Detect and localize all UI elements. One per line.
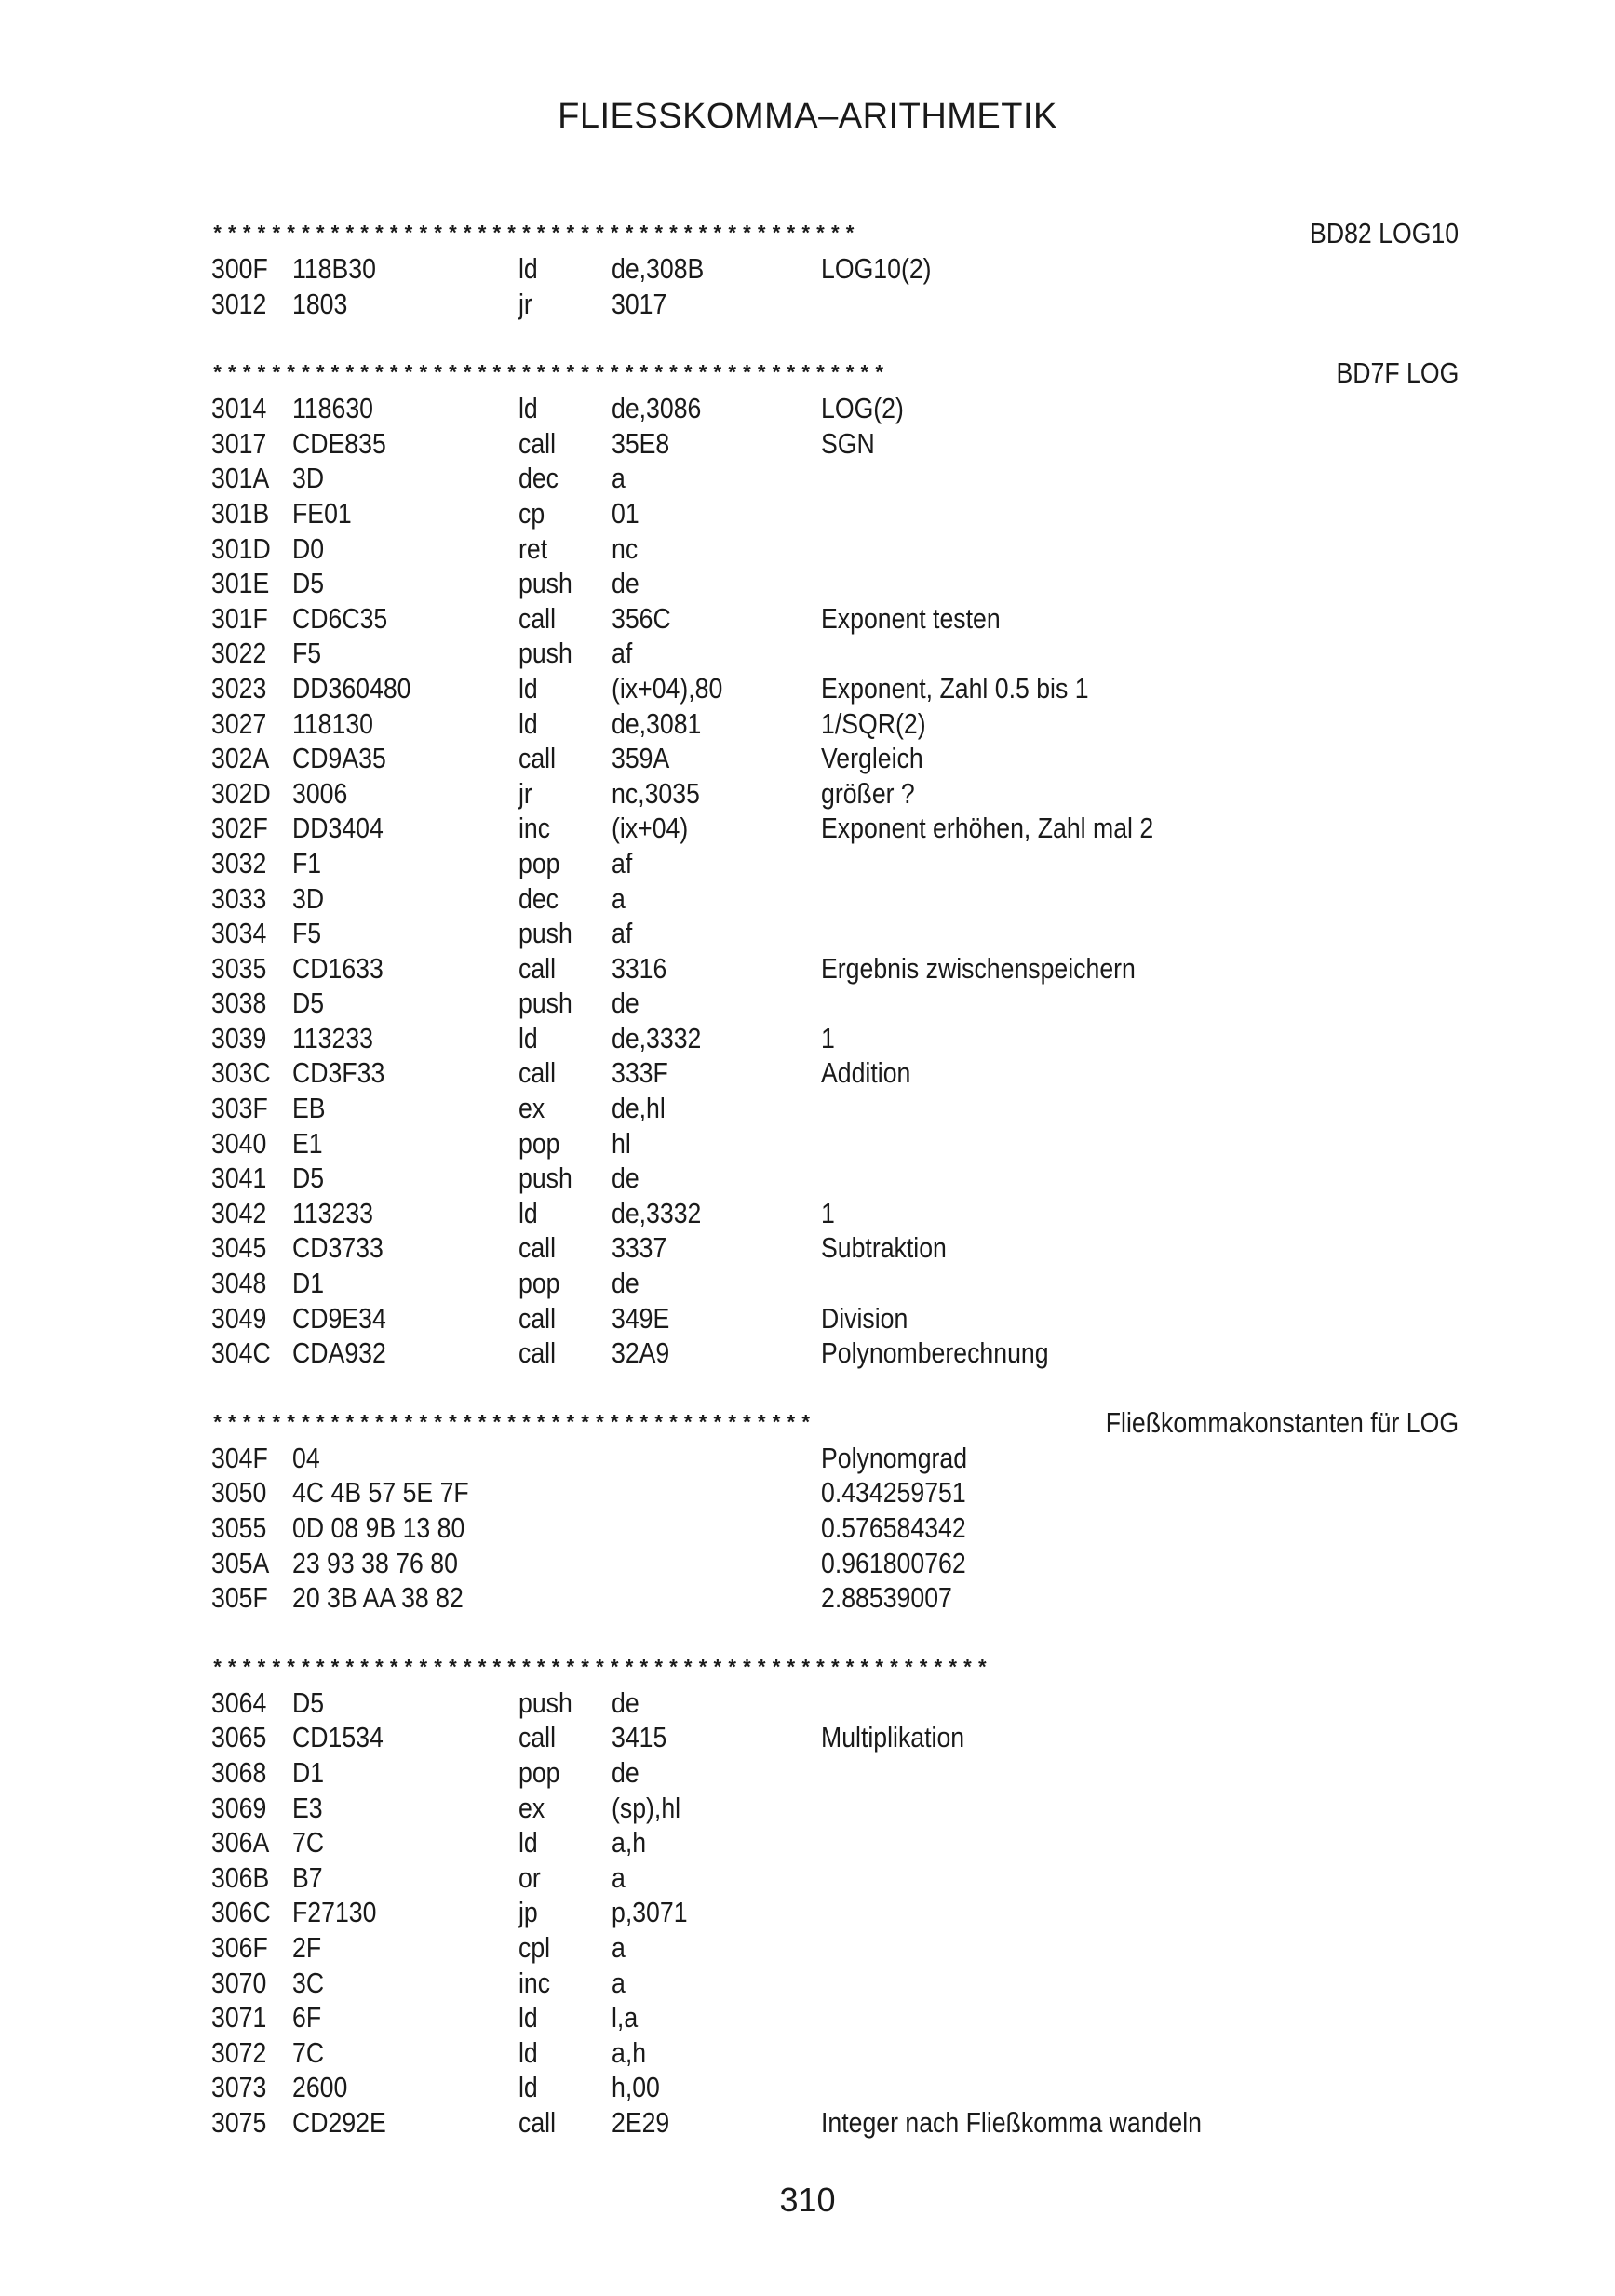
operand: de	[612, 987, 639, 1020]
mnemonic: ex	[518, 1092, 545, 1125]
comment: 1	[821, 1021, 835, 1054]
opcode-bytes: 118630	[292, 392, 373, 425]
code-line	[211, 1825, 1459, 1860]
address: 304C	[211, 1336, 271, 1370]
operand: de	[612, 1685, 639, 1719]
code-line	[211, 636, 1459, 671]
address: 301A	[211, 462, 270, 495]
comment: 1/SQR(2)	[821, 706, 926, 740]
mnemonic: call	[518, 601, 557, 635]
address: 3069	[211, 1791, 267, 1824]
code-line	[211, 1720, 1459, 1755]
operand: 356C	[612, 601, 671, 635]
section-separator	[211, 1650, 1459, 1685]
opcode-bytes: CD9A35	[292, 742, 386, 775]
operand: af	[612, 846, 633, 879]
operand: 3415	[612, 1721, 667, 1754]
opcode-bytes: 2F	[292, 1930, 322, 1964]
section-label: BD7F LOG	[1336, 356, 1459, 390]
opcode-bytes: 118B30	[292, 252, 376, 285]
section-label: BD82 LOG10	[1309, 217, 1459, 249]
opcode-bytes: 23 93 38 76 80	[292, 1546, 458, 1579]
mnemonic: ld	[518, 706, 538, 740]
opcode-bytes: CDE835	[292, 426, 386, 460]
address: 3017	[211, 426, 267, 460]
code-line	[211, 1755, 1459, 1791]
separator-stars: *****************************************************	[211, 1657, 991, 1681]
comment: Ergebnis zwischenspeichern	[821, 951, 1136, 985]
code-line	[211, 1475, 1459, 1511]
code-line	[211, 601, 1459, 637]
address: 3071	[211, 2001, 267, 2034]
operand: de,3332	[612, 1196, 702, 1229]
address: 3048	[211, 1267, 267, 1300]
operand: 3017	[612, 287, 667, 320]
mnemonic: ld	[518, 1826, 538, 1860]
mnemonic: ex	[518, 1791, 545, 1824]
operand: a	[612, 1930, 626, 1964]
opcode-bytes: 7C	[292, 1826, 325, 1860]
address: 3027	[211, 706, 267, 740]
code-line	[211, 1791, 1459, 1826]
operand: de	[612, 567, 639, 600]
code-line	[211, 881, 1459, 917]
operand: 01	[612, 496, 639, 530]
code-line	[211, 811, 1459, 846]
operand: 3316	[612, 951, 667, 985]
comment: Integer nach Fließkomma wandeln	[821, 2105, 1202, 2139]
address: 3049	[211, 1301, 267, 1335]
code-line	[211, 287, 1459, 322]
code-line	[211, 1930, 1459, 1966]
code-line	[211, 1266, 1459, 1301]
opcode-bytes: E3	[292, 1791, 323, 1824]
mnemonic: push	[518, 1685, 572, 1719]
separator-stars: ********************************************	[211, 223, 859, 247]
mnemonic: ld	[518, 2071, 538, 2104]
opcode-bytes: 20 3B AA 38 82	[292, 1581, 464, 1615]
opcode-bytes: DD3404	[292, 812, 384, 845]
address: 3032	[211, 846, 267, 879]
mnemonic: push	[518, 1161, 572, 1195]
code-line	[211, 251, 1459, 287]
section-separator	[211, 216, 1459, 251]
operand: 32A9	[612, 1336, 670, 1370]
address: 3023	[211, 671, 267, 705]
opcode-bytes: CD292E	[292, 2105, 386, 2139]
operand: de	[612, 1161, 639, 1195]
address: 3035	[211, 951, 267, 985]
address: 3075	[211, 2105, 267, 2139]
code-line	[211, 846, 1459, 881]
address: 3042	[211, 1196, 267, 1229]
code-line	[211, 706, 1459, 742]
address: 306A	[211, 1826, 270, 1860]
code-line	[211, 1441, 1459, 1476]
mnemonic: ld	[518, 1021, 538, 1054]
mnemonic: call	[518, 1056, 557, 1090]
comment: LOG(2)	[821, 392, 904, 425]
address: 3065	[211, 1721, 267, 1754]
operand: af	[612, 917, 633, 950]
mnemonic: cpl	[518, 1930, 551, 1964]
code-line	[211, 2070, 1459, 2105]
address: 302A	[211, 742, 270, 775]
comment: 0.961800762	[821, 1546, 966, 1579]
code-line	[211, 741, 1459, 776]
mnemonic: ld	[518, 252, 538, 285]
mnemonic: pop	[518, 1267, 560, 1300]
address: 303F	[211, 1092, 268, 1125]
code-line	[211, 1336, 1459, 1371]
mnemonic: pop	[518, 1126, 560, 1160]
mnemonic: pop	[518, 846, 560, 879]
code-line	[211, 951, 1459, 987]
code-line	[211, 1546, 1459, 1581]
mnemonic: ld	[518, 2035, 538, 2069]
code-line	[211, 2035, 1459, 2071]
address: 304F	[211, 1441, 268, 1474]
mnemonic: jr	[518, 287, 532, 320]
operand: de,3081	[612, 706, 702, 740]
address: 3072	[211, 2035, 267, 2069]
operand: (ix+04)	[612, 812, 689, 845]
operand: 2E29	[612, 2105, 670, 2139]
address: 3050	[211, 1476, 267, 1510]
opcode-bytes: F5	[292, 917, 322, 950]
page-title: FLIESSKOMMA–ARITHMETIK	[558, 97, 1057, 136]
address: 300F	[211, 252, 268, 285]
comment: Vergleich	[821, 742, 923, 775]
mnemonic: push	[518, 637, 572, 670]
opcode-bytes: CD3733	[292, 1231, 384, 1265]
operand: (ix+04),80	[612, 671, 723, 705]
listing-section	[211, 356, 1459, 1371]
address: 3073	[211, 2071, 267, 2104]
opcode-bytes: CDA932	[292, 1336, 386, 1370]
mnemonic: jp	[518, 1896, 538, 1929]
code-line	[211, 1860, 1459, 1896]
operand: a	[612, 462, 626, 495]
mnemonic: call	[518, 951, 557, 985]
opcode-bytes: D5	[292, 1161, 325, 1195]
section-separator	[211, 356, 1459, 391]
opcode-bytes: F1	[292, 846, 322, 879]
mnemonic: ret	[518, 531, 548, 565]
address: 3014	[211, 392, 267, 425]
operand: a	[612, 1966, 626, 1999]
code-line	[211, 1055, 1459, 1091]
opcode-bytes: D5	[292, 1685, 325, 1719]
section-label: Fließkommakonstanten für LOG	[1105, 1405, 1459, 1439]
opcode-bytes: 3D	[292, 881, 325, 915]
operand: a,h	[612, 2035, 647, 2069]
opcode-bytes: 4C 4B 57 5E 7F	[292, 1476, 469, 1510]
address: 3039	[211, 1021, 267, 1054]
code-line	[211, 1301, 1459, 1336]
opcode-bytes: 3006	[292, 776, 348, 810]
code-line	[211, 1196, 1459, 1231]
operand: 333F	[612, 1056, 668, 1090]
section-separator	[211, 1405, 1459, 1441]
separator-stars: **********************************************	[211, 363, 888, 387]
address: 3040	[211, 1126, 267, 1160]
mnemonic: pop	[518, 1755, 560, 1789]
address: 3064	[211, 1685, 267, 1719]
operand: h,00	[612, 2071, 660, 2104]
address: 306C	[211, 1896, 271, 1929]
operand: 359A	[612, 742, 670, 775]
operand: p,3071	[612, 1896, 688, 1929]
mnemonic: call	[518, 426, 557, 460]
code-line	[211, 1580, 1459, 1616]
address: 302D	[211, 776, 271, 810]
opcode-bytes: CD1633	[292, 951, 384, 985]
opcode-bytes: B7	[292, 1860, 323, 1894]
code-line	[211, 1685, 1459, 1721]
mnemonic: push	[518, 987, 572, 1020]
code-line	[211, 1895, 1459, 1930]
address: 3034	[211, 917, 267, 950]
opcode-bytes: 3D	[292, 462, 325, 495]
address: 301B	[211, 496, 270, 530]
opcode-bytes: DD360480	[292, 671, 411, 705]
opcode-bytes: 118130	[292, 706, 373, 740]
address: 301E	[211, 567, 270, 600]
mnemonic: push	[518, 567, 572, 600]
comment: Exponent testen	[821, 601, 1001, 635]
operand: (sp),hl	[612, 1791, 681, 1824]
address: 3070	[211, 1966, 267, 1999]
mnemonic: call	[518, 1336, 557, 1370]
comment: Exponent, Zahl 0.5 bis 1	[821, 671, 1089, 705]
operand: nc	[612, 531, 639, 565]
code-line	[211, 776, 1459, 812]
code-line	[211, 1161, 1459, 1196]
comment: 0.434259751	[821, 1476, 966, 1510]
page-number: 310	[779, 2181, 836, 2219]
operand: l,a	[612, 2001, 639, 2034]
mnemonic: call	[518, 1301, 557, 1335]
mnemonic: ld	[518, 671, 538, 705]
opcode-bytes: 04	[292, 1441, 320, 1474]
address: 301F	[211, 601, 268, 635]
opcode-bytes: D5	[292, 567, 325, 600]
comment: 1	[821, 1196, 835, 1229]
operand: 3337	[612, 1231, 667, 1265]
code-line	[211, 1021, 1459, 1056]
mnemonic: dec	[518, 462, 559, 495]
address: 3012	[211, 287, 267, 320]
listing-section	[211, 216, 1459, 321]
comment: Division	[821, 1301, 908, 1335]
address: 302F	[211, 812, 268, 845]
address: 301D	[211, 531, 271, 565]
listing-section	[211, 1405, 1459, 1616]
operand: 349E	[612, 1301, 670, 1335]
operand: de,3086	[612, 392, 702, 425]
opcode-bytes: 7C	[292, 2035, 325, 2069]
address: 3022	[211, 637, 267, 670]
code-line	[211, 566, 1459, 601]
code-line	[211, 1126, 1459, 1161]
operand: de,3332	[612, 1021, 702, 1054]
code-line	[211, 986, 1459, 1021]
mnemonic: inc	[518, 812, 551, 845]
comment: größer ?	[821, 776, 915, 810]
operand: 35E8	[612, 426, 670, 460]
mnemonic: dec	[518, 881, 559, 915]
opcode-bytes: D5	[292, 987, 325, 1020]
operand: de	[612, 1267, 639, 1300]
opcode-bytes: 113233	[292, 1021, 373, 1054]
opcode-bytes: F27130	[292, 1896, 377, 1929]
address: 305F	[211, 1581, 268, 1615]
operand: a	[612, 881, 626, 915]
opcode-bytes: CD6C35	[292, 601, 388, 635]
opcode-bytes: 1803	[292, 287, 348, 320]
code-line	[211, 2000, 1459, 2035]
address: 306B	[211, 1860, 270, 1894]
mnemonic: push	[518, 917, 572, 950]
address: 303C	[211, 1056, 271, 1090]
address: 3055	[211, 1511, 267, 1544]
comment: Exponent erhöhen, Zahl mal 2	[821, 812, 1154, 845]
comment: LOG10(2)	[821, 252, 932, 285]
comment: Polynomberechnung	[821, 1336, 1049, 1370]
address: 306F	[211, 1930, 268, 1964]
address: 3033	[211, 881, 267, 915]
opcode-bytes: CD3F33	[292, 1056, 385, 1090]
separator-stars: *****************************************	[211, 1412, 814, 1436]
mnemonic: jr	[518, 776, 532, 810]
opcode-bytes: CD9E34	[292, 1301, 386, 1335]
code-line	[211, 531, 1459, 567]
mnemonic: ld	[518, 2001, 538, 2034]
code-line	[211, 1230, 1459, 1266]
mnemonic: ld	[518, 392, 538, 425]
comment: Polynomgrad	[821, 1441, 968, 1474]
operand: a	[612, 1860, 626, 1894]
opcode-bytes: EB	[292, 1092, 326, 1125]
comment: Subtraktion	[821, 1231, 947, 1265]
operand: hl	[612, 1126, 631, 1160]
mnemonic: or	[518, 1860, 541, 1894]
operand: de	[612, 1755, 639, 1789]
code-line	[211, 1966, 1459, 2001]
address: 3045	[211, 1231, 267, 1265]
address: 3068	[211, 1755, 267, 1789]
opcode-bytes: 2600	[292, 2071, 348, 2104]
code-line	[211, 426, 1459, 462]
opcode-bytes: CD1534	[292, 1721, 384, 1754]
operand: af	[612, 637, 633, 670]
operand: a,h	[612, 1826, 647, 1860]
mnemonic: cp	[518, 496, 545, 530]
address: 305A	[211, 1546, 270, 1579]
code-line	[211, 496, 1459, 531]
mnemonic: inc	[518, 1966, 551, 1999]
opcode-bytes: FE01	[292, 496, 352, 530]
comment: Multiplikation	[821, 1721, 965, 1754]
opcode-bytes: 6F	[292, 2001, 322, 2034]
comment: Addition	[821, 1056, 911, 1090]
operand: de,hl	[612, 1092, 666, 1125]
code-line	[211, 2105, 1459, 2141]
operand: nc,3035	[612, 776, 700, 810]
comment: 2.88539007	[821, 1581, 952, 1615]
code-line	[211, 391, 1459, 426]
assembly-listing	[211, 216, 1459, 2175]
opcode-bytes: D0	[292, 531, 325, 565]
code-line	[211, 1511, 1459, 1546]
operand: de,308B	[612, 252, 705, 285]
opcode-bytes: D1	[292, 1755, 325, 1789]
opcode-bytes: 113233	[292, 1196, 373, 1229]
opcode-bytes: 0D 08 9B 13 80	[292, 1511, 465, 1544]
listing-section	[211, 1650, 1459, 2141]
mnemonic: call	[518, 1231, 557, 1265]
mnemonic: call	[518, 2105, 557, 2139]
code-line	[211, 671, 1459, 706]
opcode-bytes: 3C	[292, 1966, 325, 1999]
comment: SGN	[821, 426, 875, 460]
address: 3038	[211, 987, 267, 1020]
opcode-bytes: E1	[292, 1126, 323, 1160]
mnemonic: call	[518, 1721, 557, 1754]
code-line	[211, 461, 1459, 496]
comment: 0.576584342	[821, 1511, 966, 1544]
mnemonic: ld	[518, 1196, 538, 1229]
mnemonic: call	[518, 742, 557, 775]
opcode-bytes: F5	[292, 637, 322, 670]
code-line	[211, 1091, 1459, 1126]
opcode-bytes: D1	[292, 1267, 325, 1300]
address: 3041	[211, 1161, 267, 1195]
code-line	[211, 916, 1459, 951]
